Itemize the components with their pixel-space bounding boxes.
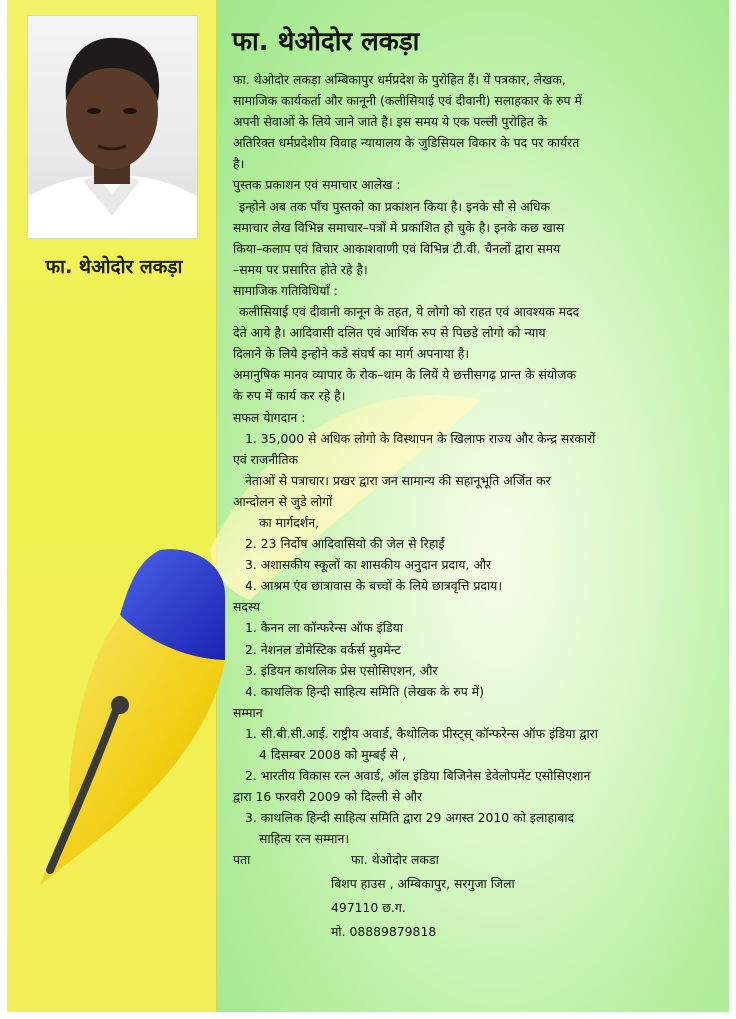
honours-heading: सम्मान (233, 704, 263, 720)
membership-line: 3. इंडियन काथलिक प्रेस एसोसिएशन, और (245, 662, 438, 678)
intro-line: अतिरिक्त धर्मप्रदेशीय विवाह न्यायालय के जुडिसियल विकार के पद पर कार्यरत (233, 135, 580, 151)
publications-line: –समय पर प्रसारित होते रहे है। (233, 261, 368, 277)
honours-line: 3. काथलिक हिन्दी साहित्य समिति द्वारा 29 अगस्त 2010 को इलाहाबाद (245, 810, 575, 826)
address-block (233, 849, 725, 949)
intro-line: फा. थेओदोर लकड़ा अम्बिकापुर धर्मप्रदेश के पुरोहित हैं। यें पत्रकार, लेखक, (233, 72, 566, 87)
membership-heading: सदस्य (233, 599, 260, 615)
contributions-line: 2. 23 निर्दोष आदिवासियो की जेल से रिहाई (245, 536, 445, 552)
photo-right-eye (123, 108, 137, 114)
biography-body (233, 69, 725, 949)
contributions-line: नेताओं से पत्राचार। प्रखर द्वारा जन सामान्य की सहानूभूति अर्जित कर (245, 472, 551, 488)
publications-line: किया–कलाप एवं विचार आकाशवाणी एवं विभिन्न टी.वी. चैनलों द्वारा समय (233, 240, 561, 256)
honours-line: 1. सी.बी.सी.आई. राष्ट्रीय अवार्ड, कैथोलिक प्रीस्ट्स् कॉन्फरेन्स ऑफ इंडिया द्वारा (245, 725, 598, 741)
social-heading: सामाजिक गतिविधियाँ : (233, 282, 338, 298)
honours-line: 2. भारतीय विकास रत्न अवार्ड, ऑल इंडिया बिजिनेस डेवेलोपमेंट एसोसिएशान (245, 768, 591, 784)
contributions-line: का मार्गदर्शन, (259, 514, 320, 530)
contributions-line: एवं राजनीतिक (233, 451, 299, 467)
social-line: के रुप में कार्य कर रहे है। (233, 388, 346, 404)
contributions-line: 3. अशासकीय स्कूलों का शासकीय अनुदान प्रदाय, और (245, 557, 492, 573)
social-line: दिलाने के लिये इन्होने कडे संघर्ष का मार्ग अपनाया है। (233, 346, 470, 362)
membership-line: 1. कैनन ला कॉन्फरेन्स ऑफ इंडिया (245, 620, 403, 636)
address-name: फा. थेओदोर लकडा (351, 852, 439, 868)
page-title: फा. थेओदोर लकड़ा (232, 27, 420, 57)
intro-line: है। (233, 156, 245, 172)
address-line-1: बिशप हाउस , अम्बिकापुर, सरगुजा जिला (331, 876, 515, 892)
photo-caption: फा. थेओदोर लकड़ा (45, 256, 183, 278)
honours-line: 4 दिसम्बर 2008 को मुम्बई से , (259, 747, 407, 762)
address-label: पता (233, 852, 251, 868)
social-line: देते आये है। आदिवासी दलित एवं आर्थिक रुप से पिछडे लोगो को न्याय (233, 325, 546, 341)
contributions-heading: सफल येागदान : (233, 409, 306, 425)
publications-line: समाचार लेख विभिन्न समाचार–पत्रों मे प्रकाशित हो चुके है। इनके कछ खास (233, 219, 565, 235)
contributions-line: 4. आश्रम एंव छात्रावास के बच्चों के लिये छात्रवृत्ति प्रदाय। (245, 578, 503, 594)
intro-line: सामाजिक कार्यकर्ता और कानूनी (कलीसियाई एवं दीवानी) सलाहकार के रुप में (233, 93, 582, 109)
social-line: कलीसियाई एवं दीवानी कानून के तहत, ये लोगो को राहत एवं आवश्यक मदद (239, 304, 580, 320)
contributions-line: 1. 35,000 से अधिक लोगो के विस्थापन के खिलाफ राज्य और केन्द्र सरकारों (245, 430, 596, 446)
intro-line: अपनी सेवाओं के लिये जाने जाते है। इस समय ये एक पल्ली पुरोहित के (233, 114, 548, 130)
frame-border (729, 0, 736, 1019)
membership-line: 2. नेशनल डोमेस्टिक वर्कर्स मुवमेन्ट (245, 641, 401, 657)
address-phone: मो. 08889879818 (331, 924, 437, 940)
contributions-line: आन्दोलन से जुडे लोगों (233, 493, 333, 509)
membership-line: 4. काथलिक हिन्दी साहित्य समिति (लेखक के रुप में) (245, 683, 485, 699)
publications-line: इन्होने अब तक पाँच पुस्तको का प्रकाशन किया है। इनके सौ से अधिक (239, 198, 551, 214)
social-line: अमानुषिक मानव व्यापार के रोक–थाम के लियें ये छत्तीसगढ़ प्रान्त के संयोजक (233, 367, 576, 383)
honours-line: साहित्य रत्न सम्मान। (259, 831, 350, 847)
honours-line: द्वारा 16 फरवरी 2009 को दिल्ली से और (233, 789, 423, 805)
publications-heading: पुस्तक प्रकाशन एवं समाचार आलेख : (233, 177, 401, 193)
frame-border (0, 1012, 736, 1019)
address-line-2: 497110 छ.ग. (331, 900, 406, 916)
photo-left-eye (87, 108, 101, 114)
nib-hole (111, 696, 129, 714)
profile-photo (27, 15, 198, 239)
